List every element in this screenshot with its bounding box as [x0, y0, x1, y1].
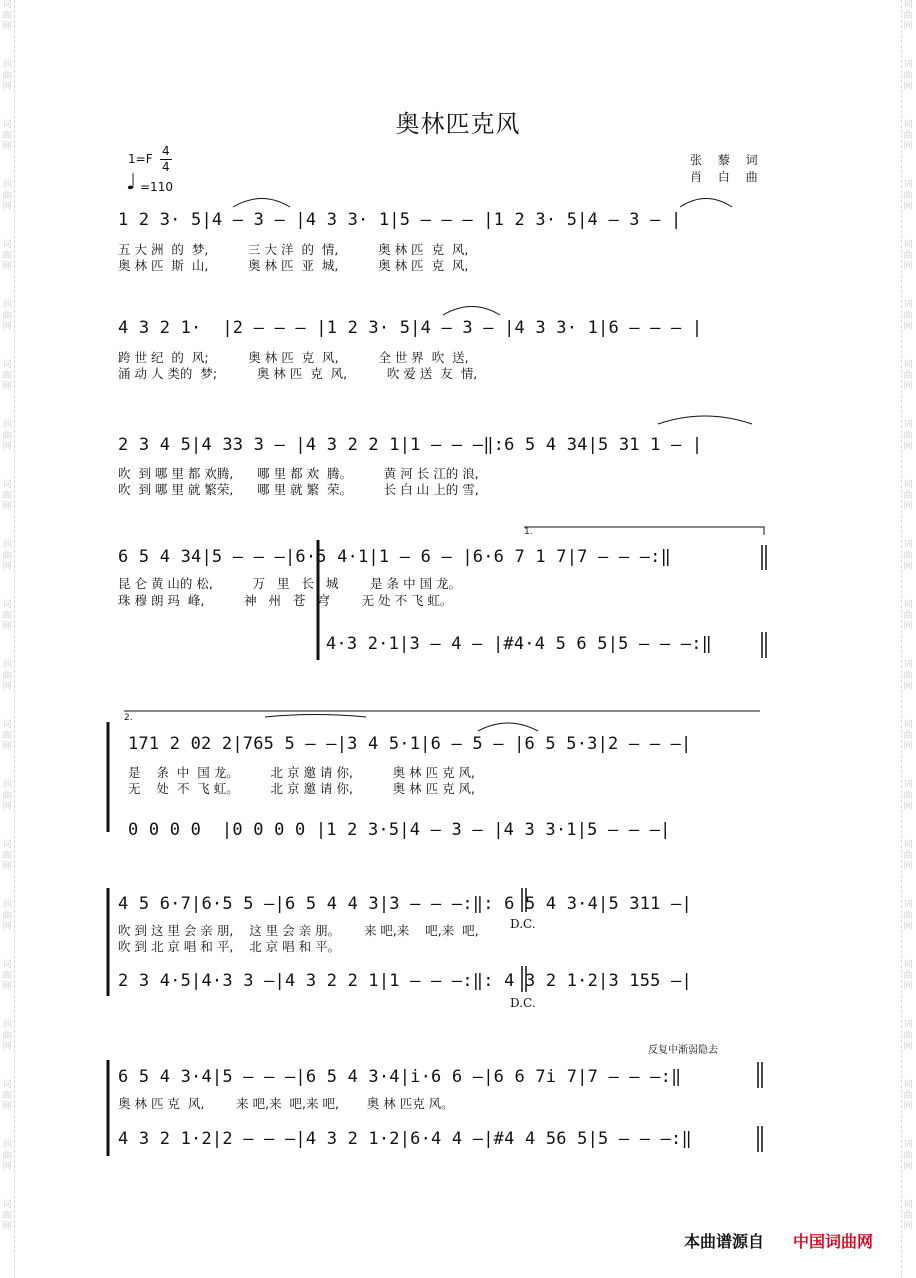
- row1-notes: 1 2 3· 5|4 — 3 — |4 3 3· 1|5 — — — |1 2 3· 5|4 — 3 — |: [118, 210, 682, 230]
- watermark-mark: 词 曲 网: [2, 0, 12, 32]
- watermark-mark: 词 曲 网: [903, 960, 913, 992]
- slur: [680, 199, 732, 208]
- watermark-mark: 词 曲 网: [903, 600, 913, 632]
- watermark-mark: 词 曲 网: [903, 240, 913, 272]
- row5-lyric1: 是 条 中 国 龙。 北 京 邀 请 你, 奥 林 匹 克 风,: [128, 765, 476, 780]
- watermark-mark: 词 曲 网: [903, 720, 913, 752]
- row7-lyric1: 奥 林 匹 克 风, 来 吧,来 吧,来 吧, 奥 林 匹克 风。: [118, 1096, 454, 1111]
- quarter-note-icon: ♩: [126, 170, 137, 195]
- row3-notes: 2 3 4 5|4 33 3 — |4 3 2 2 1|1 — — —‖:6 5 4 34|5 31 1 — |: [118, 435, 703, 455]
- time-sig-top: 4: [162, 144, 170, 158]
- watermark-mark: 词 曲 网: [903, 360, 913, 392]
- watermark-mark: 词 曲 网: [903, 540, 913, 572]
- row4-lyric2: 珠 穆 朗 玛 峰, 神 州 苍 穹 无 处 不 飞 虹。: [118, 593, 453, 608]
- watermark-mark: 词 曲 网: [903, 840, 913, 872]
- watermark-mark: 词 曲 网: [903, 1080, 913, 1112]
- slur: [443, 307, 500, 316]
- row3-lyric2: 吹 到 哪 里 就 繁荣, 哪 里 就 繁 荣。 长 白 山 上的 雪,: [118, 482, 479, 497]
- watermark-mark: 词 曲 网: [2, 360, 12, 392]
- watermark-mark: 词 曲 网: [903, 1020, 913, 1052]
- tempo: =110: [140, 180, 173, 194]
- watermark-mark: 词 曲 网: [2, 1080, 12, 1112]
- watermark-mark: 词 曲 网: [2, 1140, 12, 1172]
- row6-notes-lower: 2 3 4·5|4·3 3 —|4 3 2 2 1|1 — — —:‖: 4 3 2 1·2|3 155 —|: [118, 971, 692, 991]
- row4-lyric1: 昆 仑 黄 山的 松, 万 里 长 城 是 条 中 国 龙。: [118, 576, 462, 591]
- composer: 肖 白 曲: [690, 170, 764, 184]
- watermark-mark: 词 曲 网: [2, 240, 12, 272]
- row6-dc-upper: D.C.: [510, 917, 536, 931]
- watermark-mark: 词 曲 网: [903, 1140, 913, 1172]
- song-title: 奥林匹克风: [395, 110, 521, 138]
- watermark-mark: 词 曲 网: [2, 600, 12, 632]
- watermark-mark: 词 曲 网: [2, 900, 12, 932]
- watermark-mark: 词 曲 网: [903, 780, 913, 812]
- row2-lyric2: 涌 动 人 类的 梦; 奥 林 匹 克 风, 吹 爱 送 友 情,: [118, 366, 478, 381]
- watermark-mark: 词 曲 网: [2, 1020, 12, 1052]
- watermark-mark: 词 曲 网: [2, 780, 12, 812]
- row1-lyric2: 奥 林 匹 斯 山, 奥 林 匹 亚 城, 奥 林 匹 克 风,: [118, 258, 469, 273]
- slur: [233, 199, 290, 208]
- watermark-mark: 词 曲 网: [2, 480, 12, 512]
- watermark-mark: 词 曲 网: [2, 300, 12, 332]
- row6-lyric2: 吹 到 北 京 唱 和 平, 北 京 唱 和 平。: [118, 939, 341, 954]
- watermark-mark: 词 曲 网: [903, 900, 913, 932]
- row6-notes: 4 5 6·7|6·5 5 —|6 5 4 4 3|3 — — —:‖: 6 5 4 3·4|5 311 —|: [118, 894, 692, 914]
- row2-notes: 4 3 2 1· |2 — — — |1 2 3· 5|4 — 3 — |4 3 3· 1|6 — — — |: [118, 318, 703, 338]
- watermark-mark: 词 曲 网: [2, 840, 12, 872]
- footer-site-name: 中国词曲网: [793, 1232, 874, 1251]
- row4-notes-lower: 4·3 2·1|3 — 4 — |#4·4 5 6 5|5 — — —:‖: [326, 634, 713, 654]
- time-sig-bottom: 4: [162, 160, 170, 174]
- watermark-mark: 词 曲 网: [2, 720, 12, 752]
- row5-lyric2: 无 处 不 飞 虹。 北 京 邀 请 你, 奥 林 匹 克 风,: [128, 781, 476, 796]
- watermark-mark: 词 曲 网: [2, 420, 12, 452]
- row4-volta: 1.: [524, 527, 533, 537]
- slur: [658, 416, 752, 424]
- row1-lyric1: 五 大 洲 的 梦, 三 大 洋 的 情, 奥 林 匹 克 风,: [118, 242, 469, 257]
- watermark-mark: 词 曲 网: [903, 60, 913, 92]
- row6-dc-lower: D.C.: [510, 996, 536, 1010]
- watermark-mark: 词 曲 网: [903, 300, 913, 332]
- watermark-mark: 词 曲 网: [903, 660, 913, 692]
- watermark-mark: 词 曲 网: [2, 60, 12, 92]
- watermark-mark: 词 曲 网: [903, 120, 913, 152]
- lyricist: 张 藜 词: [690, 153, 764, 167]
- watermark-mark: 词 曲 网: [903, 1200, 913, 1232]
- watermark-mark: 词 曲 网: [2, 120, 12, 152]
- watermark-mark: 词 曲 网: [2, 660, 12, 692]
- row5-notes: 171 2 02 2|765 5 — —|3 4 5·1|6 — 5 — |6 5 5·3|2 — — —|: [128, 734, 692, 754]
- watermark-mark: 词 曲 网: [2, 180, 12, 212]
- key-signature: 1=F: [128, 152, 153, 166]
- row6-lyric1: 吹 到 这 里 会 亲 朋, 这 里 会 亲 朋。 来 吧,来 吧,来 吧,: [118, 923, 479, 938]
- row7-notes-lower: 4 3 2 1·2|2 — — —|4 3 2 1·2|6·4 4 —|#4 4 56 5|5 — — —:‖: [118, 1129, 692, 1149]
- watermark-mark: 词 曲 网: [2, 540, 12, 572]
- watermark-mark: 词 曲 网: [903, 180, 913, 212]
- watermark-mark: 词 曲 网: [903, 0, 913, 32]
- row5-volta: 2.: [124, 713, 133, 723]
- row5-notes-lower: 0 0 0 0 |0 0 0 0 |1 2 3·5|4 — 3 — |4 3 3·1|5 — — —|: [128, 820, 671, 840]
- row7-performance-note: 反复中渐弱隐去: [648, 1045, 718, 1056]
- watermark-mark: 词 曲 网: [2, 960, 12, 992]
- watermark-mark: 词 曲 网: [903, 480, 913, 512]
- watermark-mark: 词 曲 网: [2, 1200, 12, 1232]
- row2-lyric1: 跨 世 纪 的 风; 奥 林 匹 克 风, 全 世 界 吹 送,: [118, 350, 469, 365]
- watermark-mark: 词 曲 网: [903, 420, 913, 452]
- row7-notes: 6 5 4 3·4|5 — — —|6 5 4 3·4|i·6 6 —|6 6 7i 7|7 — — —:‖: [118, 1067, 682, 1087]
- footer-source-label: 本曲谱源自: [684, 1232, 765, 1251]
- row3-lyric1: 吹 到 哪 里 都 欢腾, 哪 里 都 欢 腾。 黄 河 长 江的 浪,: [118, 466, 479, 481]
- row4-notes: 6 5 4 34|5 — — —|6·5 4·1|1 — 6 — |6·6 7 1 7|7 — — —:‖: [118, 547, 672, 567]
